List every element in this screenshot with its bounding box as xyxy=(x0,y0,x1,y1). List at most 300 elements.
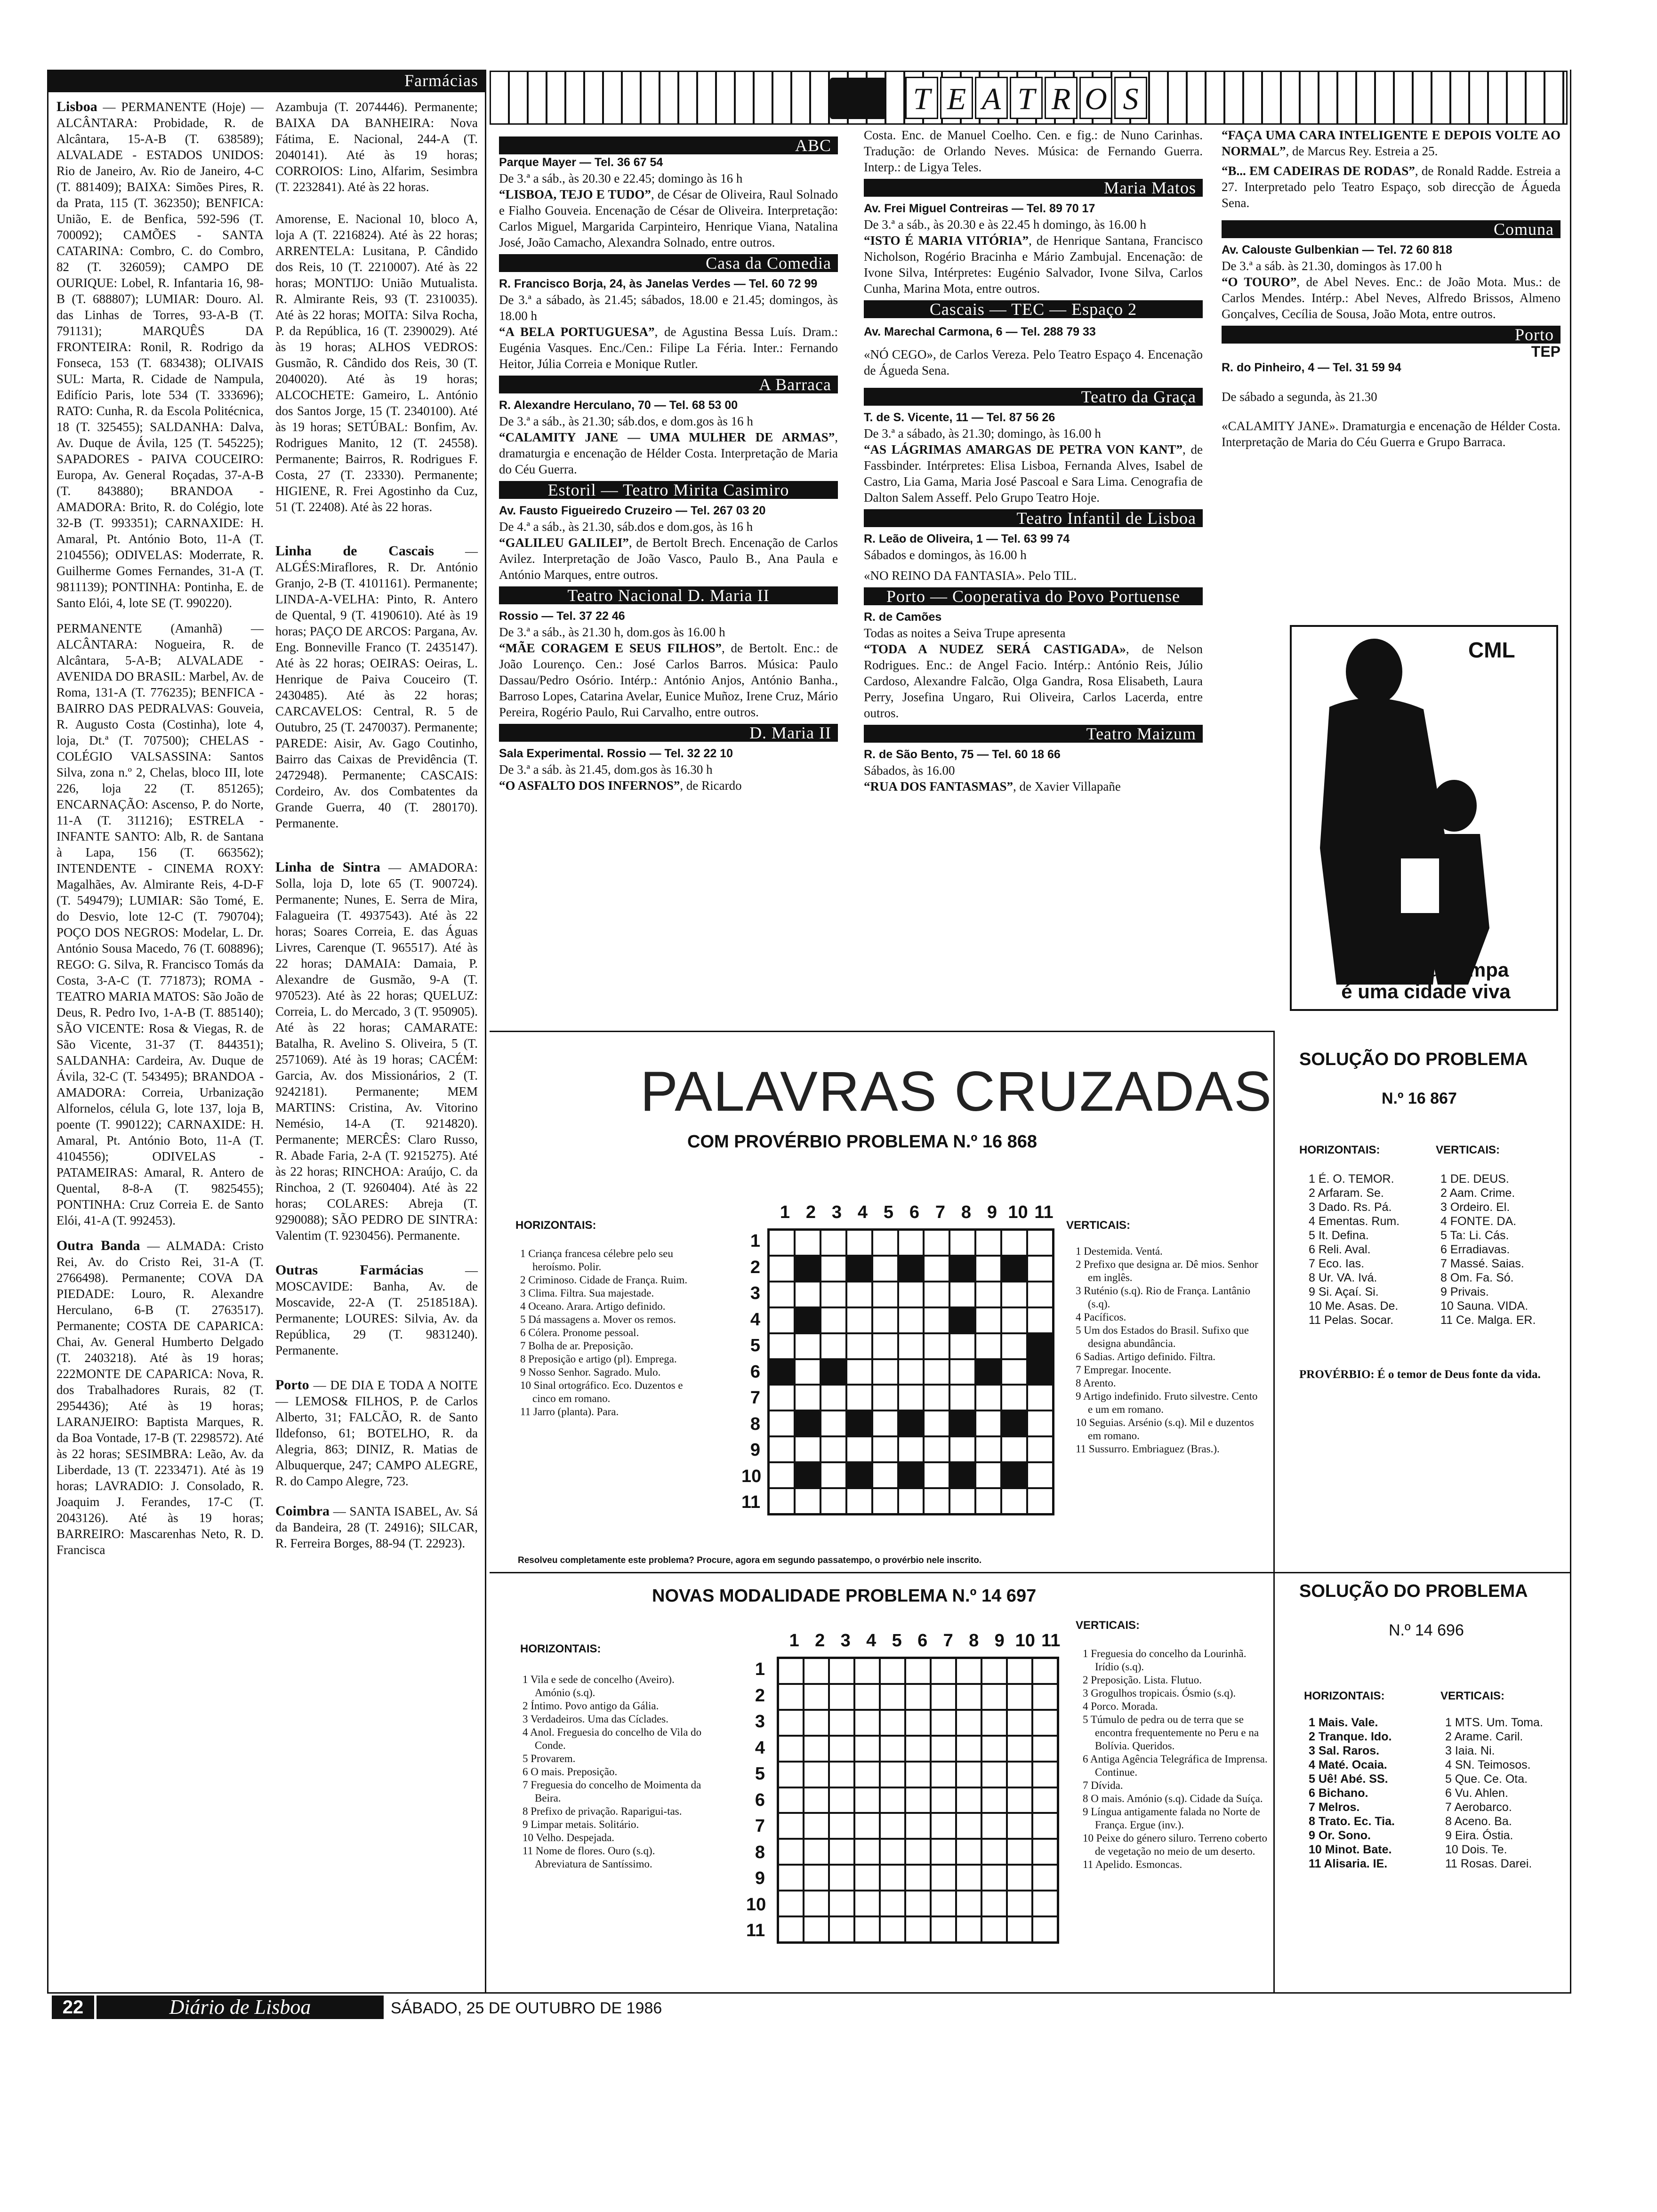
grid-cell[interactable] xyxy=(872,1282,898,1307)
comedia-rest: , de Agustina Bessa Luís. Dram.: Eugénia Vasques. Enc./Cen.: Filipe La Féria. Inter.: Fernando Heitor, Júlia Correia e Monique Rutler. xyxy=(499,325,838,371)
grid-cell[interactable] xyxy=(981,1658,1007,1684)
sol-v: 6 Vu. Ahlen. xyxy=(1445,1787,1508,1800)
grid-cell[interactable] xyxy=(880,1658,905,1684)
grid-cell[interactable] xyxy=(1001,1359,1027,1385)
grid-cell[interactable] xyxy=(872,1333,898,1359)
grid-cell[interactable] xyxy=(1007,1787,1032,1813)
grid-cell[interactable] xyxy=(795,1359,820,1385)
crossword2-grid[interactable] xyxy=(777,1657,1059,1944)
grid-cell[interactable] xyxy=(854,1736,880,1762)
sol-v: 8 Aceno. Ba. xyxy=(1445,1815,1512,1828)
grid-cell[interactable] xyxy=(846,1359,872,1385)
coimbra-text: — SANTA ISABEL, Av. Sá da Bandeira, 28 (T. 24916); SILCAR, R. Ferreira Borges, 88-94 (T. 22923). xyxy=(275,1504,478,1550)
grid-cell[interactable] xyxy=(1027,1230,1053,1256)
grid-cell[interactable] xyxy=(956,1762,981,1787)
grid-cell[interactable] xyxy=(898,1307,924,1333)
porto-tep-title: «CALAMITY JANE» xyxy=(1222,419,1335,433)
grid-cell[interactable] xyxy=(820,1488,846,1514)
grid-cell[interactable] xyxy=(769,1385,795,1411)
grid-cell[interactable] xyxy=(804,1762,829,1787)
grid-cell[interactable] xyxy=(769,1256,795,1282)
grid-cell[interactable] xyxy=(778,1839,804,1865)
grid-cell[interactable] xyxy=(1007,1865,1032,1891)
grid-cell[interactable] xyxy=(905,1736,931,1762)
grid-cell[interactable] xyxy=(820,1411,846,1436)
grid-cell[interactable] xyxy=(1027,1256,1053,1282)
abc-header: ABC xyxy=(499,136,838,154)
page-border-bottom xyxy=(47,1992,1571,1994)
grid-cell[interactable] xyxy=(829,1736,854,1762)
grid-cell[interactable] xyxy=(905,1891,931,1916)
black-cell xyxy=(769,1359,795,1385)
grid-cell[interactable] xyxy=(1032,1710,1058,1736)
grid-cell[interactable] xyxy=(1032,1891,1058,1916)
grid-cell[interactable] xyxy=(795,1488,820,1514)
grid-cell[interactable] xyxy=(1007,1916,1032,1942)
grid-cell[interactable] xyxy=(804,1891,829,1916)
cw2-h-clues xyxy=(523,1673,706,1871)
grid-cell[interactable] xyxy=(846,1307,872,1333)
grid-cell[interactable] xyxy=(905,1865,931,1891)
grid-cell[interactable] xyxy=(769,1282,795,1307)
grid-cell[interactable] xyxy=(949,1333,975,1359)
barraca-rest: , dramaturgia e encenação de Hélder Costa. Interpretação de Maria do Céu Guerra. xyxy=(499,430,838,476)
grid-cell[interactable] xyxy=(1032,1787,1058,1813)
grid-cell[interactable] xyxy=(880,1762,905,1787)
column-number: 2 xyxy=(805,1202,816,1222)
grid-cell[interactable] xyxy=(795,1385,820,1411)
sol-v: 5 Ta: Li. Cás. xyxy=(1440,1229,1509,1242)
grid-cell[interactable] xyxy=(924,1230,949,1256)
grid-cell[interactable] xyxy=(880,1891,905,1916)
grid-cell[interactable] xyxy=(905,1787,931,1813)
sol-v: 11 Ce. Malga. ER. xyxy=(1440,1314,1536,1327)
grid-cell[interactable] xyxy=(854,1762,880,1787)
grid-cell[interactable] xyxy=(846,1385,872,1411)
grid-cell[interactable] xyxy=(931,1710,956,1736)
grid-cell[interactable] xyxy=(1001,1385,1027,1411)
grid-cell[interactable] xyxy=(804,1658,829,1684)
grid-cell[interactable] xyxy=(820,1256,846,1282)
grid-cell[interactable] xyxy=(804,1684,829,1710)
grid-cell[interactable] xyxy=(829,1813,854,1839)
grid-cell[interactable] xyxy=(778,1787,804,1813)
cw2-h-label: HORIZONTAIS: xyxy=(520,1643,601,1655)
sol-h: 2 Arfaram. Se. xyxy=(1309,1186,1384,1200)
cw1-row-numbers xyxy=(741,1228,760,1516)
grid-cell[interactable] xyxy=(981,1839,1007,1865)
grid-cell[interactable] xyxy=(898,1282,924,1307)
maizum-header: Teatro Maizum xyxy=(864,725,1203,743)
black-cell xyxy=(846,1411,872,1436)
grid-cell[interactable] xyxy=(975,1436,1001,1462)
grid-cell[interactable] xyxy=(778,1916,804,1942)
grid-cell[interactable] xyxy=(880,1736,905,1762)
cw1-column-numbers xyxy=(772,1202,1057,1223)
grid-cell[interactable] xyxy=(846,1436,872,1462)
column-number: 2 xyxy=(815,1631,825,1651)
grid-cell[interactable] xyxy=(956,1813,981,1839)
grid-cell[interactable] xyxy=(956,1710,981,1736)
grid-cell[interactable] xyxy=(804,1787,829,1813)
grid-cell[interactable] xyxy=(769,1307,795,1333)
grid-cell[interactable] xyxy=(854,1839,880,1865)
grid-cell[interactable] xyxy=(1032,1813,1058,1839)
grid-cell[interactable] xyxy=(956,1658,981,1684)
grid-cell[interactable] xyxy=(949,1436,975,1462)
cascais-text: — ALGÉS:Miraflores, R. Dr. António Granjo, 2-B (T. 4101161). Permanente; LINDA-A-VELHA: Pinto, R. Antero de Quental, 9 (T. 4190610). Até às 19 horas; PAÇO DE ARCOS: Pargana, Av. Eng. Bonneville Franco (T. 2435147). Até às 22 horas; OEIRAS: Oeiras, L. Henrique de Paiva Couceiro (T. 2430485). Até às 22 horas; CARCAVELOS: Central, R. 5 de Outubro, 25 (T. 2470037). Permanente; PAREDE: Aisir, Av. Gago Coutinho, Bairro das Caixas de Previdência (T. 2472948). Permanente; CASCAIS: Cordeiro, Av. dos Combatentes da Grande Guerra, 40 (T. 280170). Permanente. xyxy=(275,544,478,830)
grid-cell[interactable] xyxy=(795,1230,820,1256)
grid-cell[interactable] xyxy=(804,1916,829,1942)
clue: 4 Porco. Morada. xyxy=(1083,1700,1158,1712)
grid-cell[interactable] xyxy=(872,1488,898,1514)
grid-cell[interactable] xyxy=(898,1333,924,1359)
dmaria-rest: , de Ricardo xyxy=(680,778,742,793)
grid-cell[interactable] xyxy=(820,1462,846,1488)
grid-cell[interactable] xyxy=(829,1710,854,1736)
grid-cell[interactable] xyxy=(924,1385,949,1411)
grid-cell[interactable] xyxy=(1032,1684,1058,1710)
grid-cell[interactable] xyxy=(804,1736,829,1762)
grid-cell[interactable] xyxy=(829,1839,854,1865)
grid-cell[interactable] xyxy=(854,1787,880,1813)
grid-cell[interactable] xyxy=(981,1762,1007,1787)
grid-cell[interactable] xyxy=(931,1813,956,1839)
sol2-v-label: VERTICAIS: xyxy=(1440,1690,1505,1702)
grid-cell[interactable] xyxy=(956,1736,981,1762)
grid-cell[interactable] xyxy=(924,1282,949,1307)
graca-addr: T. de S. Vicente, 11 — Tel. 87 56 26 xyxy=(864,411,1055,424)
col3-top2-title: “B... EM CADEIRAS DE RODAS” xyxy=(1222,164,1415,178)
grid-cell[interactable] xyxy=(1032,1736,1058,1762)
outra-banda-text: — ALMADA: Cristo Rei, Av. do Cristo Rei, 31-A (T. 2766498). Permanente; COVA DA PIEDADE: Louro, R. Alexandre Herculano, 6-B (T. 2763517). Permanente; COSTA DE CAPARICA: Chai, Av. General Humberto Delgado (T. 2403218). Até às 19 horas; 222MONTE DE CAPARICA: Nova, R. dos Trabalhadores Rurais, 82 (T. 2954436); Até às 19 horas; LARANJEIRO: Baptista Marques, R. da Boa Vontade, 17-B (T. 2298572). Até às 22 horas; SESIMBRA: Leão, Av. da Liberdade, 13 (T. 2233471). Até às 19 horas; LAVRADIO: J. Consolado, R. Joaquim J. Ferandes, 17-C (T. 2043126). Até às 19 horas; BARREIRO: Mascarenhas Neto, R. D. Francisca xyxy=(56,1239,264,1557)
porto-title: Porto xyxy=(275,1377,309,1393)
grid-cell[interactable] xyxy=(769,1462,795,1488)
grid-cell[interactable] xyxy=(820,1307,846,1333)
grid-cell[interactable] xyxy=(769,1333,795,1359)
grid-cell[interactable] xyxy=(931,1658,956,1684)
grid-cell[interactable] xyxy=(1027,1411,1053,1436)
grid-cell[interactable] xyxy=(1001,1282,1027,1307)
grid-cell[interactable] xyxy=(1032,1839,1058,1865)
grid-cell[interactable] xyxy=(820,1282,846,1307)
maizum-title: “RUA DOS FANTASMAS” xyxy=(864,779,1014,793)
grid-cell[interactable] xyxy=(949,1230,975,1256)
grid-cell[interactable] xyxy=(880,1865,905,1891)
barraca-title: “CALAMITY JANE — UMA MULHER DE ARMAS” xyxy=(499,430,835,444)
sol-h: 6 Reli. Aval. xyxy=(1309,1243,1371,1256)
cw2-v-clues xyxy=(1083,1647,1271,1871)
grid-cell[interactable] xyxy=(880,1916,905,1942)
sol-h: 11 Pelas. Socar. xyxy=(1309,1314,1394,1327)
grid-cell[interactable] xyxy=(931,1762,956,1787)
grid-cell[interactable] xyxy=(1007,1710,1032,1736)
grid-cell[interactable] xyxy=(956,1865,981,1891)
grid-cell[interactable] xyxy=(898,1436,924,1462)
row-number: 11 xyxy=(741,1492,761,1512)
clue: 8 Prefixo de privação. Raparigui-tas. xyxy=(523,1805,682,1817)
grid-cell[interactable] xyxy=(905,1658,931,1684)
grid-cell[interactable] xyxy=(820,1230,846,1256)
grid-cell[interactable] xyxy=(975,1333,1001,1359)
grid-cell[interactable] xyxy=(1032,1865,1058,1891)
column-number: 11 xyxy=(1041,1631,1061,1651)
grid-cell[interactable] xyxy=(981,1710,1007,1736)
grid-cell[interactable] xyxy=(905,1839,931,1865)
row-number: 5 xyxy=(750,1336,760,1355)
grid-cell[interactable] xyxy=(829,1916,854,1942)
grid-cell[interactable] xyxy=(872,1385,898,1411)
matos-addr: Av. Frei Miguel Contreiras — Tel. 89 70 17 xyxy=(864,202,1095,215)
grid-cell[interactable] xyxy=(846,1488,872,1514)
sol-h: 6 Bichano. xyxy=(1309,1787,1368,1800)
sol1-v xyxy=(1440,1172,1563,1327)
grid-cell[interactable] xyxy=(975,1230,1001,1256)
grid-cell[interactable] xyxy=(854,1710,880,1736)
grid-cell[interactable] xyxy=(981,1787,1007,1813)
grid-cell[interactable] xyxy=(898,1230,924,1256)
grid-cell[interactable] xyxy=(795,1333,820,1359)
row-number: 6 xyxy=(755,1790,765,1810)
farmacias-col2 xyxy=(275,99,478,1555)
grid-cell[interactable] xyxy=(1001,1488,1027,1514)
grid-cell[interactable] xyxy=(931,1787,956,1813)
grid-cell[interactable] xyxy=(795,1436,820,1462)
grid-cell[interactable] xyxy=(924,1411,949,1436)
grid-cell[interactable] xyxy=(778,1865,804,1891)
grid-cell[interactable] xyxy=(949,1385,975,1411)
grid-cell[interactable] xyxy=(854,1813,880,1839)
grid-cell[interactable] xyxy=(872,1359,898,1385)
grid-cell[interactable] xyxy=(769,1230,795,1256)
grid-cell[interactable] xyxy=(1032,1916,1058,1942)
grid-cell[interactable] xyxy=(854,1658,880,1684)
grid-cell[interactable] xyxy=(829,1865,854,1891)
grid-cell[interactable] xyxy=(931,1891,956,1916)
grid-cell[interactable] xyxy=(1007,1684,1032,1710)
grid-cell[interactable] xyxy=(829,1787,854,1813)
grid-cell[interactable] xyxy=(872,1256,898,1282)
grid-cell[interactable] xyxy=(898,1488,924,1514)
maizum-rest: , de Xavier Villapañe xyxy=(1013,779,1121,793)
grid-cell[interactable] xyxy=(905,1813,931,1839)
grid-cell[interactable] xyxy=(924,1333,949,1359)
grid-cell[interactable] xyxy=(1027,1282,1053,1307)
grid-cell[interactable] xyxy=(829,1891,854,1916)
grid-cell[interactable] xyxy=(804,1710,829,1736)
grid-cell[interactable] xyxy=(981,1684,1007,1710)
grid-cell[interactable] xyxy=(949,1488,975,1514)
sol-v: 4 SN. Teimosos. xyxy=(1445,1758,1531,1771)
grid-cell[interactable] xyxy=(1007,1891,1032,1916)
sol-h: 3 Dado. Rs. Pá. xyxy=(1309,1201,1392,1214)
graca-header: Teatro da Graça xyxy=(864,388,1203,406)
grid-cell[interactable] xyxy=(975,1462,1001,1488)
grid-cell[interactable] xyxy=(829,1762,854,1787)
grid-cell[interactable] xyxy=(880,1710,905,1736)
grid-cell[interactable] xyxy=(924,1307,949,1333)
grid-cell[interactable] xyxy=(931,1736,956,1762)
grid-cell[interactable] xyxy=(981,1813,1007,1839)
grid-cell[interactable] xyxy=(956,1916,981,1942)
grid-cell[interactable] xyxy=(1007,1658,1032,1684)
grid-cell[interactable] xyxy=(949,1359,975,1385)
black-cell xyxy=(1001,1256,1027,1282)
grid-cell[interactable] xyxy=(931,1865,956,1891)
comuna-time: De 3.ª a sáb. às 21.30, domingos às 17.00 h xyxy=(1222,259,1442,273)
grid-cell[interactable] xyxy=(880,1787,905,1813)
porto-coop-time: Todas as noites a Seiva Trupe apresenta xyxy=(864,626,1066,640)
grid-cell[interactable] xyxy=(949,1282,975,1307)
clue: 9 Nosso Senhor. Sagrado. Mulo. xyxy=(520,1366,661,1378)
grid-cell[interactable] xyxy=(905,1916,931,1942)
grid-cell[interactable] xyxy=(829,1658,854,1684)
grid-cell[interactable] xyxy=(981,1865,1007,1891)
grid-cell[interactable] xyxy=(1007,1762,1032,1787)
grid-cell[interactable] xyxy=(975,1256,1001,1282)
tec-rest: , de Carlos Vereza. Pelo Teatro Espaço 4. Encenação de Águeda Sena. xyxy=(864,347,1203,377)
grid-cell[interactable] xyxy=(924,1359,949,1385)
grid-cell[interactable] xyxy=(854,1891,880,1916)
grid-cell[interactable] xyxy=(778,1736,804,1762)
grid-cell[interactable] xyxy=(975,1488,1001,1514)
grid-cell[interactable] xyxy=(1027,1307,1053,1333)
grid-cell[interactable] xyxy=(1007,1736,1032,1762)
grid-cell[interactable] xyxy=(872,1307,898,1333)
sol-h: 4 Ementas. Rum. xyxy=(1309,1215,1400,1228)
grid-cell[interactable] xyxy=(829,1684,854,1710)
grid-cell[interactable] xyxy=(778,1684,804,1710)
clue: 1 Criança francesa célebre pelo seu heroísmo. Polir. xyxy=(520,1248,674,1273)
grid-cell[interactable] xyxy=(1001,1436,1027,1462)
grid-cell[interactable] xyxy=(956,1839,981,1865)
row-number: 9 xyxy=(755,1868,765,1888)
grid-cell[interactable] xyxy=(924,1256,949,1282)
comuna-header: Comuna xyxy=(1222,220,1560,238)
grid-cell[interactable] xyxy=(905,1762,931,1787)
clue: 7 Dívida. xyxy=(1083,1779,1123,1791)
grid-cell[interactable] xyxy=(981,1736,1007,1762)
grid-cell[interactable] xyxy=(872,1462,898,1488)
clue: 10 Peixe do género siluro. Terreno coberto de vegetação no meio de um deserto. xyxy=(1083,1832,1268,1857)
grid-cell[interactable] xyxy=(854,1865,880,1891)
grid-cell[interactable] xyxy=(872,1411,898,1436)
grid-cell[interactable] xyxy=(769,1488,795,1514)
grid-cell[interactable] xyxy=(981,1916,1007,1942)
clue: 7 Freguesia do concelho de Moimenta da Beira. xyxy=(523,1779,701,1804)
grid-cell[interactable] xyxy=(898,1359,924,1385)
grid-cell[interactable] xyxy=(1001,1230,1027,1256)
grid-cell[interactable] xyxy=(956,1891,981,1916)
black-cell xyxy=(1001,1411,1027,1436)
comedia-addr: R. Francisco Borja, 24, às Janelas Verdes — Tel. 60 72 99 xyxy=(499,277,818,290)
sol-v: 11 Rosas. Darei. xyxy=(1445,1857,1532,1870)
grid-cell[interactable] xyxy=(924,1436,949,1462)
matos-rest: , de Henrique Santana, Francisco Nicholson, Rogério Bracinha e Mário Zambujal. Encenação: de Ivone Silva, Intérpretes: Eugénio Salvador, Ivone Silva, Carlos Cunha, Marina Mota, entre outros. xyxy=(864,233,1203,296)
grid-cell[interactable] xyxy=(898,1385,924,1411)
grid-cell[interactable] xyxy=(924,1462,949,1488)
grid-cell[interactable] xyxy=(1032,1658,1058,1684)
grid-cell[interactable] xyxy=(778,1658,804,1684)
grid-cell[interactable] xyxy=(778,1710,804,1736)
crossword1-subtitle: COM PROVÉRBIO PROBLEMA N.º 16 868 xyxy=(687,1132,1038,1152)
grid-cell[interactable] xyxy=(975,1411,1001,1436)
grid-cell[interactable] xyxy=(956,1787,981,1813)
grid-cell[interactable] xyxy=(975,1282,1001,1307)
grid-cell[interactable] xyxy=(931,1684,956,1710)
sol-v: 1 MTS. Um. Toma. xyxy=(1445,1716,1543,1729)
grid-cell[interactable] xyxy=(1032,1762,1058,1787)
grid-cell[interactable] xyxy=(1007,1839,1032,1865)
grid-cell[interactable] xyxy=(931,1916,956,1942)
abc-time: De 3.ª a sáb., às 20.30 e 22.45; domingo às 16 h xyxy=(499,171,743,185)
grid-cell[interactable] xyxy=(975,1307,1001,1333)
column-number: 8 xyxy=(969,1631,979,1651)
grid-cell[interactable] xyxy=(778,1891,804,1916)
grid-cell[interactable] xyxy=(804,1813,829,1839)
page-border-right xyxy=(1570,70,1571,1992)
grid-cell[interactable] xyxy=(981,1891,1007,1916)
grid-cell[interactable] xyxy=(769,1411,795,1436)
cw1-h-clues xyxy=(520,1247,708,1419)
row-number: 8 xyxy=(755,1842,765,1862)
grid-cell[interactable] xyxy=(820,1333,846,1359)
grid-cell[interactable] xyxy=(931,1839,956,1865)
grid-cell[interactable] xyxy=(956,1684,981,1710)
sol2-v xyxy=(1445,1715,1568,1871)
grid-cell[interactable] xyxy=(872,1436,898,1462)
grid-cell[interactable] xyxy=(854,1684,880,1710)
grid-cell[interactable] xyxy=(846,1230,872,1256)
grid-cell[interactable] xyxy=(1027,1385,1053,1411)
grid-cell[interactable] xyxy=(820,1436,846,1462)
grid-cell[interactable] xyxy=(804,1839,829,1865)
porto-tep-header: Porto xyxy=(1222,326,1560,344)
grid-cell[interactable] xyxy=(820,1385,846,1411)
grid-cell[interactable] xyxy=(880,1813,905,1839)
grid-cell[interactable] xyxy=(778,1762,804,1787)
grid-cell[interactable] xyxy=(854,1916,880,1942)
grid-cell[interactable] xyxy=(905,1710,931,1736)
cml-slogan-2: é uma cidade viva xyxy=(1341,980,1511,1002)
grid-cell[interactable] xyxy=(1027,1488,1053,1514)
grid-cell[interactable] xyxy=(975,1385,1001,1411)
grid-cell[interactable] xyxy=(1001,1333,1027,1359)
grid-cell[interactable] xyxy=(778,1813,804,1839)
grid-cell[interactable] xyxy=(924,1488,949,1514)
grid-cell[interactable] xyxy=(1027,1436,1053,1462)
teatros-col1 xyxy=(499,136,838,797)
comuna-title: “O TOURO” xyxy=(1222,275,1297,289)
grid-cell[interactable] xyxy=(846,1282,872,1307)
sol1-proverb: PROVÉRBIO: É o temor de Deus fonte da vida. xyxy=(1299,1368,1541,1381)
grid-cell[interactable] xyxy=(1027,1462,1053,1488)
grid-cell[interactable] xyxy=(769,1436,795,1462)
row-number: 1 xyxy=(755,1659,765,1679)
crossword1-grid[interactable] xyxy=(767,1228,1054,1515)
grid-cell[interactable] xyxy=(872,1230,898,1256)
sol-h: 10 Me. Asas. De. xyxy=(1309,1299,1399,1313)
grid-cell[interactable] xyxy=(804,1865,829,1891)
grid-cell[interactable] xyxy=(905,1684,931,1710)
grid-cell[interactable] xyxy=(846,1333,872,1359)
grid-cell[interactable] xyxy=(1007,1813,1032,1839)
grid-cell[interactable] xyxy=(795,1282,820,1307)
grid-cell[interactable] xyxy=(1001,1307,1027,1333)
grid-cell[interactable] xyxy=(880,1684,905,1710)
dmaria-time: De 3.ª a sáb. às 21.45, dom.gos às 16.30 h xyxy=(499,762,713,777)
grid-cell[interactable] xyxy=(880,1839,905,1865)
